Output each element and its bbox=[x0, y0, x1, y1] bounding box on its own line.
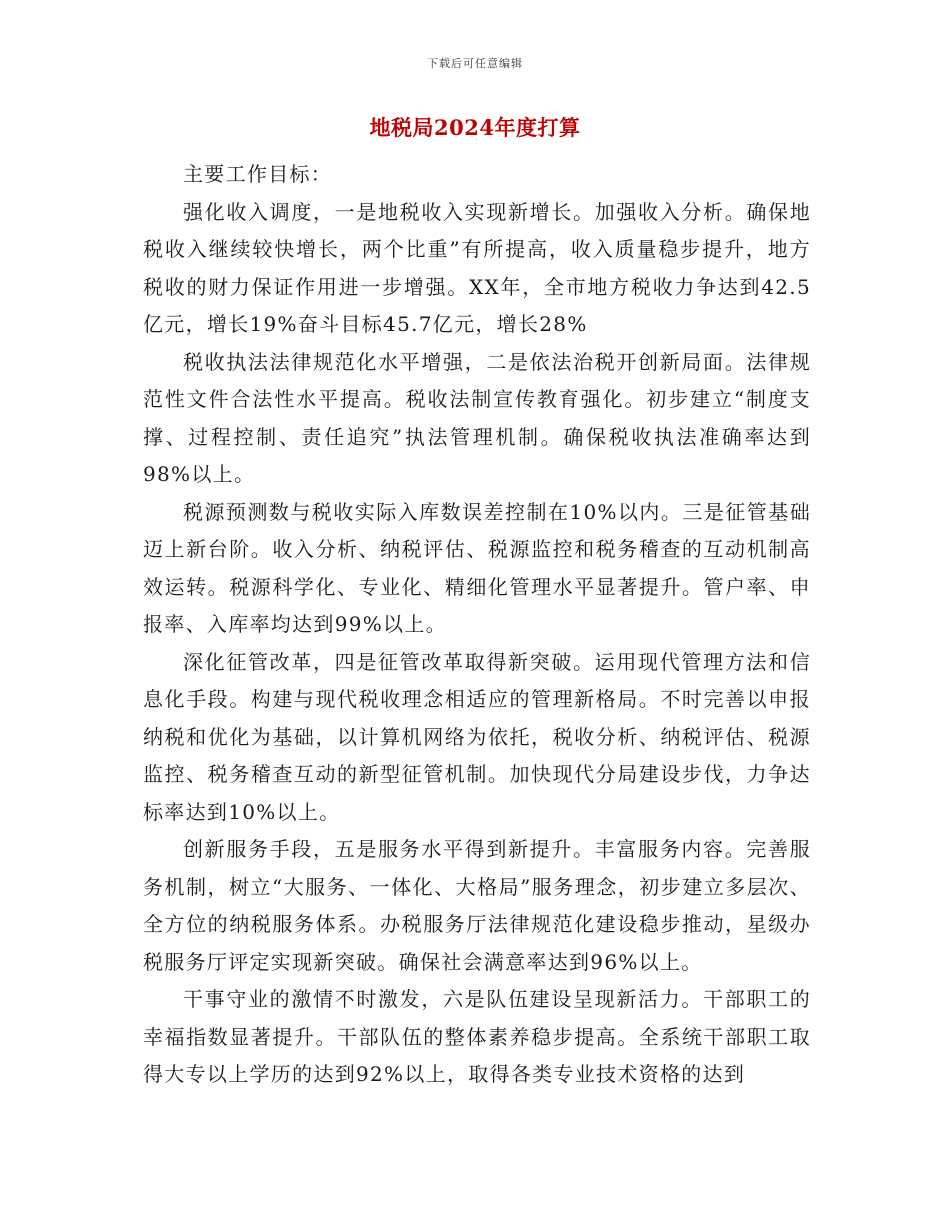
document-body bbox=[143, 156, 811, 1094]
page-header-note: 下载后可任意编辑 bbox=[427, 57, 523, 70]
paragraph-reform: 深化征管改革，四是征管改革取得新突破。运用现代管理方法和信息化手段。构建与现代税收理念相适应的管理新格局。不时完善以申报纳税和优化为基础，以计算机网络为依托，税收分析、纳税评估、税源监控、税务稽查互动的新型征管机制。加快现代分局建设步伐，力争达标率达到10%以上。 bbox=[143, 649, 811, 824]
paragraph-goals-heading: 主要工作目标： bbox=[183, 162, 333, 186]
document-title: 地税局2024年度打算 bbox=[369, 115, 581, 140]
paragraph-collection-base: 税源预测数与税收实际入库数误差控制在10%以内。三是征管基础迈上新台阶。收入分析、纳税评估、税源监控和税务稽查的互动机制高效运转。税源科学化、专业化、精细化管理水平显著提升。管户率、申报率、入库率均达到99%以上。 bbox=[143, 499, 811, 636]
paragraph-revenue: 强化收入调度，一是地税收入实现新增长。加强收入分析。确保地税收入继续较快增长，两个比重”有所提高，收入质量稳步提升，地方税收的财力保证作用进一步增强。XX年，全市地方税收力争达到42.5亿元，增长19%奋斗目标45.7亿元，增长28% bbox=[143, 199, 811, 336]
paragraph-service: 创新服务手段，五是服务水平得到新提升。丰富服务内容。完善服务机制，树立“大服务、一体化、大格局”服务理念，初步建立多层次、全方位的纳税服务体系。办税服务厅法律规范化建设稳步推动，星级办税服务厅评定实现新突破。确保社会满意率达到96%以上。 bbox=[143, 837, 811, 974]
paragraph-rule-of-law: 税收执法法律规范化水平增强，二是依法治税开创新局面。法律规范性文件合法性水平提高。税收法制宣传教育强化。初步建立“制度支撑、过程控制、责任追究”执法管理机制。确保税收执法准确率达到98%以上。 bbox=[143, 349, 811, 486]
paragraph-team: 干事守业的激情不时激发，六是队伍建设呈现新活力。干部职工的幸福指数显著提升。干部队伍的整体素养稳步提高。全系统干部职工取得大专以上学历的达到92%以上，取得各类专业技术资格的达到 bbox=[143, 987, 811, 1086]
